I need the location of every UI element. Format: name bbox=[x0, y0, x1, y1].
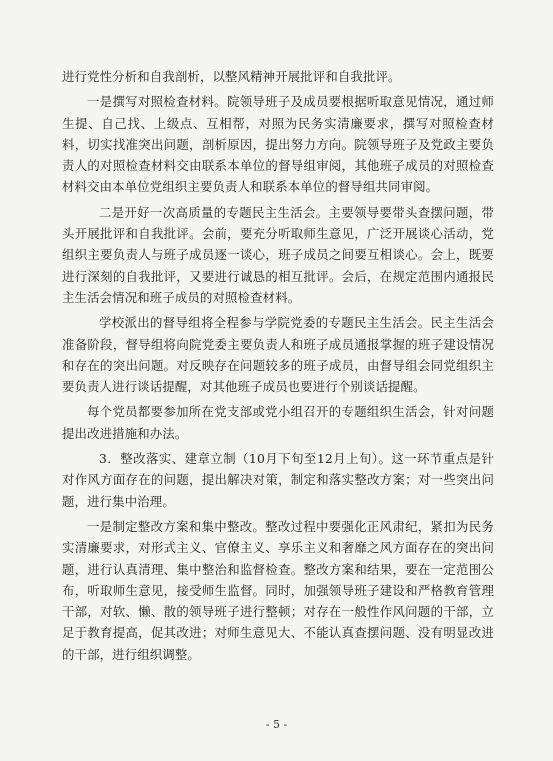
paragraph-3: 二是开好一次高质量的专题民主生活会。主要领导要带头查摆问题，带头开展批评和自我批评。会前，要充分听取师生意见，广泛开展谈心活动，党组织主要负责人与班子成员逐一谈心，班子成员之间要互相谈心。会上，既要进行深刻的自我批评，又要进行诚恳的相互批评。会后，在规定范围内通报民主生活会情况和班子成员的对照检查材料。 bbox=[62, 204, 494, 305]
paragraph-1: 进行党性分析和自我剖析，以整风精神开展批评和自我批评。 bbox=[62, 69, 401, 84]
page-number: - 5 - bbox=[265, 718, 288, 731]
paragraph-6: 3．整改落实、建章立制（10月下旬至12月上旬）。这一环节重点是针对作风方面存在的问题，提出解决对策，制定和落实整改方案；对一些突出问题，进行集中治理。 bbox=[62, 451, 494, 509]
paragraph-7: 一是制定整改方案和集中整改。整改过程中要强化正风肃纪，紧扣为民务实清廉要求，对形式主义、官僚主义、享乐主义和奢靡之风方面存在的突出问题，进行认真清理、集中整治和监督检查。整改方案和结果，要在一定范围公布，听取师生意见，接受师生监督。同时，加强领导班子建设和严格教育管理干部，对软、懒、散的领导班子进行整顿；对存在一般性作风问题的干部，立足于教育提高，促其改进；对师生意见大、不能认真查摆问题、没有明显改进的干部，进行组织调整。 bbox=[62, 518, 494, 662]
paragraph-4: 学校派出的督导组将全程参与学院党委的专题民主生活会。民主生活会准备阶段，督导组将向院党委主要负责人和班子成员通报掌握的班子建设情况和存在的突出问题。对反映存在问题较多的班子成员，由督导组会同党组织主要负责人进行谈话提醒，对其他班子成员也要进行个别谈话提醒。 bbox=[62, 315, 494, 395]
document-body bbox=[62, 66, 494, 669]
paragraph-2: 一是撰写对照检查材料。院领导班子及成员要根据听取意见情况，通过师生提、自己找、上级点、互相帮，对照为民务实清廉要求，撰写对照检查材料，切实找准突出问题，剖析原因，提出努力方向。院领导班子及党政主要负责人的对照检查材料交由联系本单位的督导组审阅，其他班子成员的对照检查材料交由本单位党组织主要负责人和联系本单位的督导组共同审阅。 bbox=[62, 94, 494, 195]
paragraph-5: 每个党员都要参加所在党支部或党小组召开的专题组织生活会，针对问题提出改进措施和办法。 bbox=[62, 404, 494, 441]
